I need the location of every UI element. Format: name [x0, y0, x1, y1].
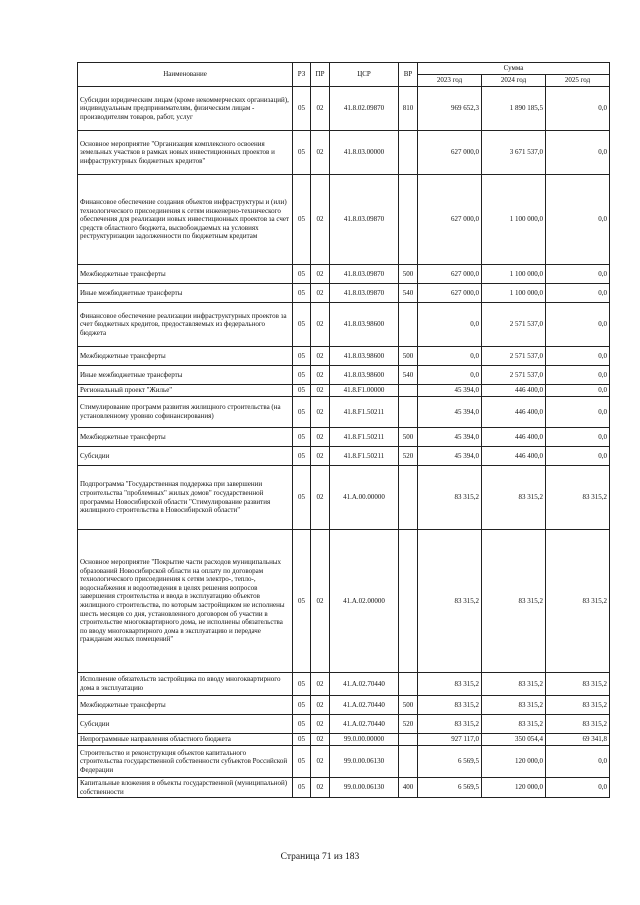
- table-row: [78, 366, 610, 385]
- cell-name: Финансовое обеспечение реализации инфраструктурных проектов за счет бюджетных кредитов, предоставляемых из федерального бюджета: [78, 303, 293, 347]
- cell-2025: 0,0: [546, 175, 610, 265]
- cell-pr: 02: [311, 347, 330, 366]
- cell-2023: 6 569,5: [418, 746, 482, 778]
- cell-2025: 0,0: [546, 397, 610, 428]
- cell-2024: 1 100 000,0: [482, 175, 546, 265]
- cell-pr: 02: [311, 673, 330, 696]
- table-row: [78, 265, 610, 284]
- cell-pr: 02: [311, 366, 330, 385]
- header-year-2025: 2025 год: [546, 75, 610, 87]
- cell-2024: 120 000,0: [482, 778, 546, 798]
- cell-2024: 1 100 000,0: [482, 284, 546, 303]
- cell-rz: 05: [293, 303, 311, 347]
- cell-csr: 41.8.02.09870: [330, 87, 399, 131]
- cell-vr: [399, 673, 418, 696]
- cell-2023: 969 652,3: [418, 87, 482, 131]
- table-row: [78, 428, 610, 447]
- cell-2025: 83 315,2: [546, 715, 610, 734]
- cell-csr: 41.8.03.00000: [330, 131, 399, 175]
- cell-pr: 02: [311, 397, 330, 428]
- table-row: [78, 673, 610, 696]
- header-csr: ЦСР: [330, 63, 399, 87]
- cell-csr: 41.8.F1.00000: [330, 385, 399, 397]
- header-sum: Сумма: [418, 63, 610, 75]
- cell-rz: 05: [293, 284, 311, 303]
- cell-2023: 83 315,2: [418, 466, 482, 530]
- cell-2024: 1 100 000,0: [482, 265, 546, 284]
- cell-2024: 120 000,0: [482, 746, 546, 778]
- cell-2024: 2 571 537,0: [482, 303, 546, 347]
- table-row: [78, 696, 610, 715]
- table-row: [78, 447, 610, 466]
- cell-2024: 83 315,2: [482, 715, 546, 734]
- cell-csr: 41.А.02.70440: [330, 673, 399, 696]
- cell-csr: 99.0.00.06130: [330, 778, 399, 798]
- page-number: Страница 71 из 183: [280, 852, 360, 862]
- cell-2024: 446 400,0: [482, 428, 546, 447]
- cell-pr: 02: [311, 530, 330, 673]
- cell-2025: 0,0: [546, 131, 610, 175]
- cell-name: Основное мероприятие "Покрытие части расходов муниципальных образований Новосибирской области на оплату по договорам технологического присоединения к сетям электро-, тепло-, водоснабжения и водоотведения в целях решения вопросов завершения строительства и ввода в эксплуатацию объектов жилищного строительства, по которым застройщиком не исполнены шесть месяцев со дня, установленного договором об участии в строительстве многоквартирного дома, не исполнены обязательства по вводу многоквартирного дома в эксплуатацию и передаче гражданам жилых помещений": [78, 530, 293, 673]
- cell-2025: 0,0: [546, 447, 610, 466]
- table-row: [78, 87, 610, 131]
- cell-name: Капитальные вложения в объекты государственной (муниципальной) собственности: [78, 778, 293, 798]
- header-name: Наименование: [78, 63, 293, 87]
- cell-vr: [399, 530, 418, 673]
- cell-2025: 0,0: [546, 303, 610, 347]
- cell-2023: 45 394,0: [418, 385, 482, 397]
- cell-name: Субсидии: [78, 447, 293, 466]
- cell-2023: 45 394,0: [418, 397, 482, 428]
- cell-2023: 83 315,2: [418, 715, 482, 734]
- cell-vr: 400: [399, 778, 418, 798]
- cell-pr: 02: [311, 715, 330, 734]
- cell-2025: 83 315,2: [546, 466, 610, 530]
- cell-csr: 41.8.03.09870: [330, 265, 399, 284]
- table-row: [78, 466, 610, 530]
- cell-name: Межбюджетные трансферты: [78, 428, 293, 447]
- cell-2025: 0,0: [546, 778, 610, 798]
- header-year-2023: 2023 год: [418, 75, 482, 87]
- cell-2023: 627 000,0: [418, 175, 482, 265]
- cell-rz: 05: [293, 530, 311, 673]
- cell-csr: 41.А.02.70440: [330, 696, 399, 715]
- cell-csr: 41.А.00.00000: [330, 466, 399, 530]
- header-year-2024: 2024 год: [482, 75, 546, 87]
- cell-2023: 927 117,0: [418, 734, 482, 746]
- cell-pr: 02: [311, 284, 330, 303]
- cell-rz: 05: [293, 466, 311, 530]
- cell-name: Исполнение обязательств застройщика по вводу многоквартирного дома в эксплуатацию: [78, 673, 293, 696]
- cell-2024: 83 315,2: [482, 696, 546, 715]
- cell-rz: 05: [293, 347, 311, 366]
- cell-vr: [399, 466, 418, 530]
- cell-vr: 520: [399, 715, 418, 734]
- cell-pr: 02: [311, 265, 330, 284]
- cell-2023: 0,0: [418, 366, 482, 385]
- budget-table: [77, 62, 610, 798]
- cell-csr: 41.8.F1.50211: [330, 447, 399, 466]
- cell-vr: 500: [399, 265, 418, 284]
- cell-name: Межбюджетные трансферты: [78, 696, 293, 715]
- cell-vr: 540: [399, 284, 418, 303]
- cell-2023: 6 569,5: [418, 778, 482, 798]
- table-row: [78, 385, 610, 397]
- cell-vr: [399, 303, 418, 347]
- cell-2024: 3 671 537,0: [482, 131, 546, 175]
- cell-csr: 99.0.00.00000: [330, 734, 399, 746]
- cell-2024: 2 571 537,0: [482, 366, 546, 385]
- cell-csr: 41.8.03.98600: [330, 347, 399, 366]
- cell-rz: 05: [293, 397, 311, 428]
- cell-csr: 41.8.03.09870: [330, 175, 399, 265]
- cell-csr: 99.0.00.06130: [330, 746, 399, 778]
- cell-name: Стимулирование программ развития жилищного строительства (на установленному уровню софинансирования): [78, 397, 293, 428]
- cell-pr: 02: [311, 87, 330, 131]
- cell-pr: 02: [311, 746, 330, 778]
- table-body: [78, 87, 610, 798]
- cell-name: Подпрограмма "Государственная поддержка при завершении строительства "проблемных" жилых домов" государственной программы Новосибирской области "Стимулирование развития жилищного строительства в Новосибирской области": [78, 466, 293, 530]
- table-row: [78, 530, 610, 673]
- cell-pr: 02: [311, 131, 330, 175]
- cell-name: Иные межбюджетные трансферты: [78, 284, 293, 303]
- cell-name: Финансовое обеспечение создания объектов инфраструктуры и (или) технологического присоединения к сетям инженерно-технического обеспечения для реализации новых инвестиционных проектов за счет средств областного бюджета, высвобождаемых на условиях реструктуризации задолженности по бюджетным кредитам: [78, 175, 293, 265]
- cell-2023: 83 315,2: [418, 673, 482, 696]
- table-row: [78, 746, 610, 778]
- cell-csr: 41.8.F1.50211: [330, 397, 399, 428]
- cell-pr: 02: [311, 385, 330, 397]
- cell-2025: 0,0: [546, 87, 610, 131]
- cell-2025: 83 315,2: [546, 673, 610, 696]
- cell-2023: 0,0: [418, 347, 482, 366]
- cell-csr: 41.8.03.09870: [330, 284, 399, 303]
- cell-name: Субсидии юридическим лицам (кроме некоммерческих организаций), индивидуальным предпринимателям, физическим лицам - производителям товаров, работ, услуг: [78, 87, 293, 131]
- cell-pr: 02: [311, 734, 330, 746]
- cell-2023: 0,0: [418, 303, 482, 347]
- cell-2025: 83 315,2: [546, 696, 610, 715]
- cell-2024: 2 571 537,0: [482, 347, 546, 366]
- header-rz: РЗ: [293, 63, 311, 87]
- cell-vr: 810: [399, 87, 418, 131]
- table-row: [78, 715, 610, 734]
- cell-vr: [399, 397, 418, 428]
- cell-pr: 02: [311, 778, 330, 798]
- cell-pr: 02: [311, 175, 330, 265]
- cell-vr: [399, 175, 418, 265]
- header-vr: ВР: [399, 63, 418, 87]
- cell-name: Региональный проект "Жилье": [78, 385, 293, 397]
- table-row: [78, 131, 610, 175]
- cell-2025: 69 341,8: [546, 734, 610, 746]
- cell-rz: 05: [293, 734, 311, 746]
- cell-2023: 45 394,0: [418, 447, 482, 466]
- cell-rz: 05: [293, 746, 311, 778]
- cell-rz: 05: [293, 428, 311, 447]
- cell-pr: 02: [311, 428, 330, 447]
- cell-rz: 05: [293, 87, 311, 131]
- cell-vr: [399, 746, 418, 778]
- cell-name: Межбюджетные трансферты: [78, 265, 293, 284]
- cell-pr: 02: [311, 447, 330, 466]
- table-row: [78, 778, 610, 798]
- cell-rz: 05: [293, 673, 311, 696]
- cell-name: Непрограммные направления областного бюджета: [78, 734, 293, 746]
- cell-2024: 350 054,4: [482, 734, 546, 746]
- cell-name: Субсидии: [78, 715, 293, 734]
- table-row: [78, 175, 610, 265]
- cell-pr: 02: [311, 696, 330, 715]
- cell-2024: 1 890 185,5: [482, 87, 546, 131]
- table-row: [78, 397, 610, 428]
- cell-csr: 41.8.F1.50211: [330, 428, 399, 447]
- table-row: [78, 347, 610, 366]
- table-row: [78, 303, 610, 347]
- cell-vr: [399, 385, 418, 397]
- cell-rz: 05: [293, 131, 311, 175]
- cell-2023: 83 315,2: [418, 530, 482, 673]
- cell-2025: 0,0: [546, 385, 610, 397]
- cell-pr: 02: [311, 303, 330, 347]
- cell-rz: 05: [293, 696, 311, 715]
- table-row: [78, 734, 610, 746]
- cell-name: Строительство и реконструкция объектов капитального строительства государственной собственности субъектов Российской Федерации: [78, 746, 293, 778]
- cell-2025: 0,0: [546, 265, 610, 284]
- cell-2023: 627 000,0: [418, 265, 482, 284]
- cell-pr: 02: [311, 466, 330, 530]
- table-row: [78, 284, 610, 303]
- cell-csr: 41.А.02.70440: [330, 715, 399, 734]
- cell-2024: 83 315,2: [482, 530, 546, 673]
- cell-name: Межбюджетные трансферты: [78, 347, 293, 366]
- cell-csr: 41.А.02.00000: [330, 530, 399, 673]
- cell-2023: 45 394,0: [418, 428, 482, 447]
- cell-vr: 500: [399, 696, 418, 715]
- cell-rz: 05: [293, 265, 311, 284]
- cell-2024: 83 315,2: [482, 673, 546, 696]
- cell-2025: 83 315,2: [546, 530, 610, 673]
- cell-csr: 41.8.03.98600: [330, 366, 399, 385]
- cell-2024: 83 315,2: [482, 466, 546, 530]
- cell-rz: 05: [293, 447, 311, 466]
- cell-rz: 05: [293, 366, 311, 385]
- cell-rz: 05: [293, 385, 311, 397]
- cell-vr: [399, 734, 418, 746]
- cell-2025: 0,0: [546, 366, 610, 385]
- cell-2025: 0,0: [546, 428, 610, 447]
- cell-vr: 500: [399, 428, 418, 447]
- cell-vr: 520: [399, 447, 418, 466]
- cell-name: Иные межбюджетные трансферты: [78, 366, 293, 385]
- cell-2024: 446 400,0: [482, 447, 546, 466]
- cell-2024: 446 400,0: [482, 385, 546, 397]
- cell-csr: 41.8.03.98600: [330, 303, 399, 347]
- cell-name: Основное мероприятие "Организация комплексного освоения земельных участков в рамках новых инвестиционных проектов и инфраструктурных бюджетных кредитов": [78, 131, 293, 175]
- cell-2025: 0,0: [546, 746, 610, 778]
- cell-2024: 446 400,0: [482, 397, 546, 428]
- cell-2023: 627 000,0: [418, 131, 482, 175]
- cell-rz: 05: [293, 715, 311, 734]
- cell-vr: 540: [399, 366, 418, 385]
- cell-2025: 0,0: [546, 347, 610, 366]
- cell-rz: 05: [293, 175, 311, 265]
- cell-2025: 0,0: [546, 284, 610, 303]
- cell-2023: 627 000,0: [418, 284, 482, 303]
- cell-2023: 83 315,2: [418, 696, 482, 715]
- cell-vr: [399, 131, 418, 175]
- cell-rz: 05: [293, 778, 311, 798]
- header-pr: ПР: [311, 63, 330, 87]
- cell-vr: 500: [399, 347, 418, 366]
